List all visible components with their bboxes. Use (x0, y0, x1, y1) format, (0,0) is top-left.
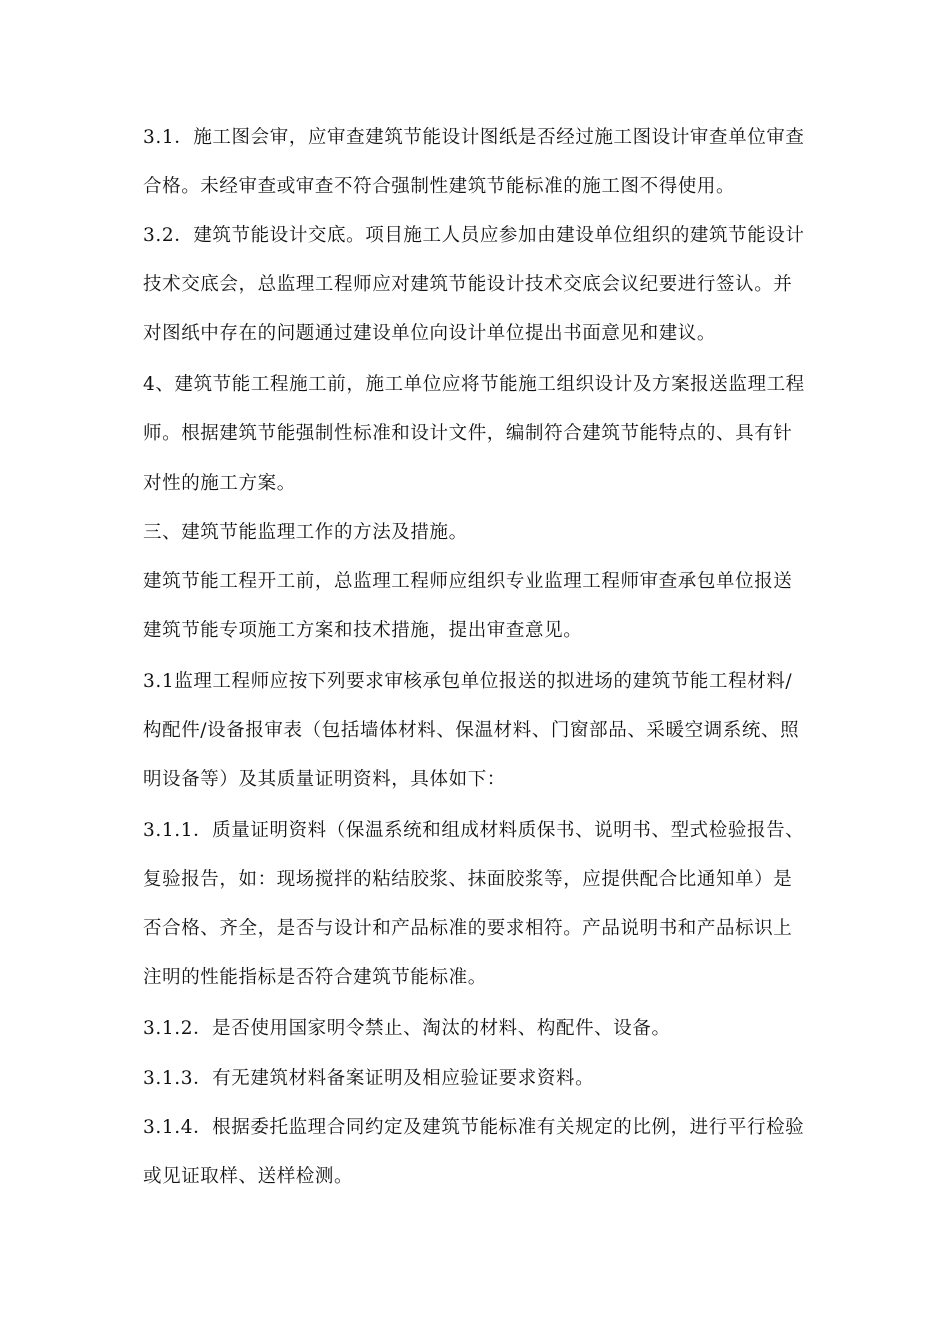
text-line: 构配件/设备报审表（包括墙体材料、保温材料、门窗部品、采暖空调系统、照 (143, 720, 800, 741)
text-line: 注明的性能指标是否符合建筑节能标准。 (143, 967, 487, 988)
text-line: 3.1.1．质量证明资料（保温系统和组成材料质保书、说明书、型式检验报告、 (143, 820, 805, 841)
text-line: 4、建筑节能工程施工前，施工单位应将节能施工组织设计及方案报送监理工程 (143, 374, 805, 395)
text-line: 建筑节能工程开工前，总监理工程师应组织专业监理工程师审查承包单位报送 (143, 571, 793, 592)
text-line: 合格。未经审查或审查不符合强制性建筑节能标准的施工图不得使用。 (143, 176, 736, 197)
text-line: 3.1.4．根据委托监理合同约定及建筑节能标准有关规定的比例，进行平行检验 (143, 1117, 805, 1138)
text-line: 3.1.2．是否使用国家明令禁止、淘汰的材料、构配件、设备。 (143, 1018, 671, 1039)
text-line: 3.1.3．有无建筑材料备案证明及相应验证要求资料。 (143, 1068, 595, 1089)
text-line: 否合格、齐全，是否与设计和产品标准的要求相符。产品说明书和产品标识上 (143, 918, 793, 939)
text-line: 3.1监理工程师应按下列要求审核承包单位报送的拟进场的建筑节能工程材料/ (143, 671, 793, 692)
text-line: 技术交底会，总监理工程师应对建筑节能设计技术交底会议纪要进行签认。并 (143, 274, 793, 295)
text-line: 复验报告，如：现场搅拌的粘结胶浆、抹面胶浆等，应提供配合比通知单）是 (143, 869, 793, 890)
text-line: 建筑节能专项施工方案和技术措施，提出审查意见。 (143, 620, 583, 641)
text-line: 师。根据建筑节能强制性标准和设计文件，编制符合建筑节能特点的、具有针 (143, 423, 793, 444)
text-line: 明设备等）及其质量证明资料，具体如下： (143, 769, 506, 790)
text-line: 对性的施工方案。 (143, 473, 296, 494)
text-line: 或见证取样、送样检测。 (143, 1166, 354, 1187)
section-heading: 三、建筑节能监理工作的方法及措施。 (143, 522, 468, 543)
text-line: 对图纸中存在的问题通过建设单位向设计单位提出书面意见和建议。 (143, 323, 717, 344)
text-line: 3.1．施工图会审，应审查建筑节能设计图纸是否经过施工图设计审查单位审查 (143, 127, 805, 148)
text-line: 3.2．建筑节能设计交底。项目施工人员应参加由建设单位组织的建筑节能设计 (143, 225, 805, 246)
